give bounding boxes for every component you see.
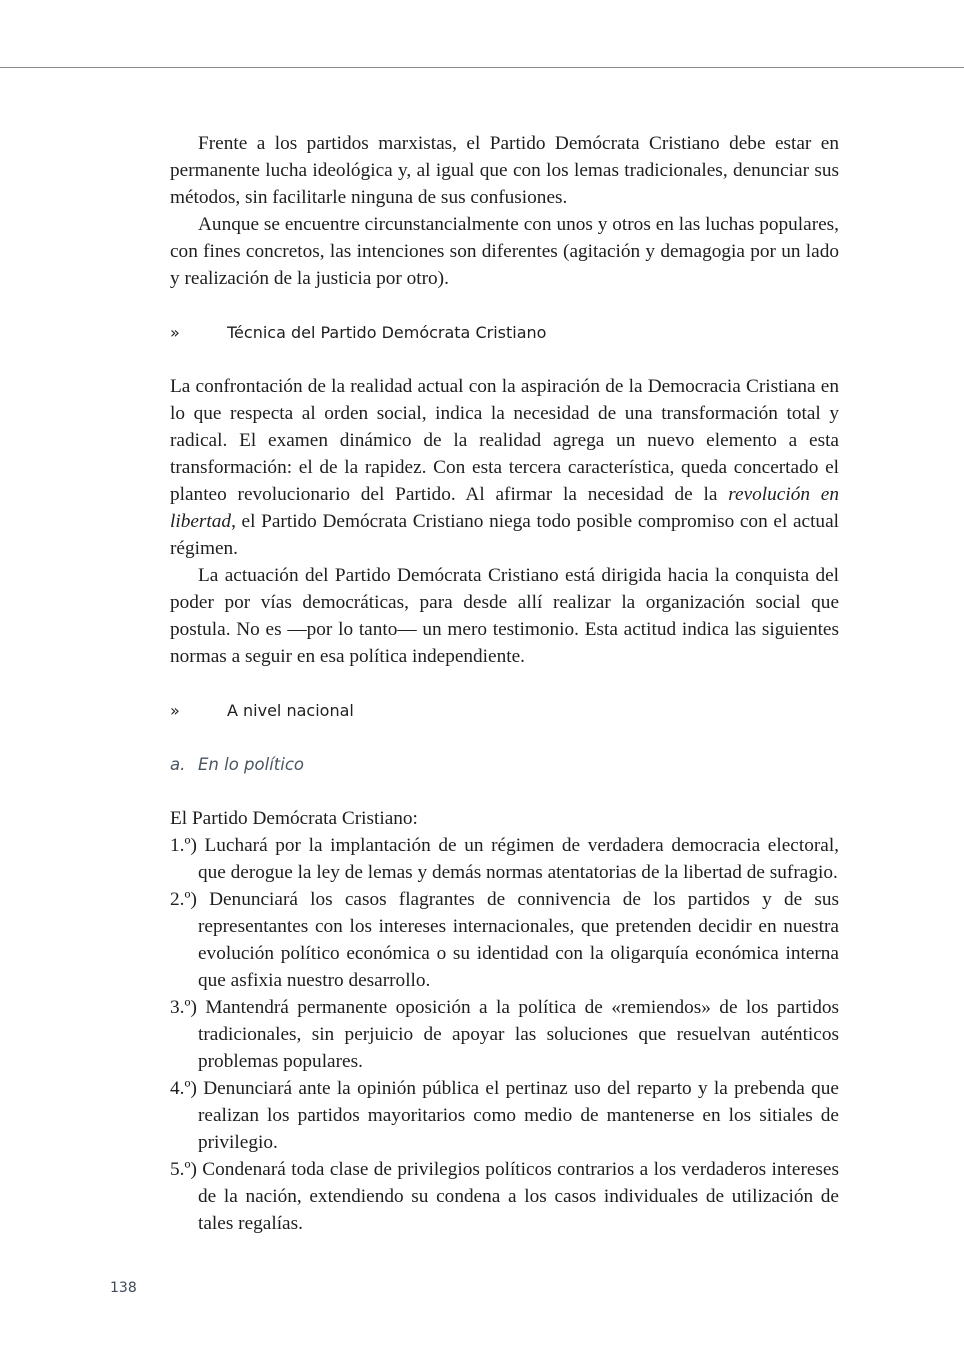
list-number: 1.º)	[170, 835, 197, 856]
list-text: Luchará por la implantación de un régimen de verdadera democracia electoral, que derogue la ley de lemas y demás normas atentatorias de la libertad de sufragio.	[198, 835, 839, 883]
list-number: 3.º)	[170, 997, 197, 1018]
list-number: 4.º)	[170, 1078, 197, 1099]
list-item	[170, 994, 839, 1075]
list-text: Condenará toda clase de privilegios políticos contrarios a los verdaderos intereses de la nación, extendiendo su condena a los casos individuales de utilización de tales regalías.	[198, 1159, 839, 1234]
body-paragraph	[170, 373, 839, 562]
subsection-label: a.	[170, 755, 186, 774]
list-text: Denunciará ante la opinión pública el pertinaz uso del reparto y la prebenda que realizan los partidos mayoritarios como medio de mantenerse en los sitiales de privilegio.	[198, 1078, 839, 1153]
heading-title: A nivel nacional	[227, 701, 354, 720]
list-number: 2.º)	[170, 889, 197, 910]
page-body	[170, 130, 839, 1237]
section-heading	[170, 319, 839, 346]
heading-marker: »	[170, 323, 180, 342]
body-paragraph: Frente a los partidos marxistas, el Partido Demócrata Cristiano debe estar en permanente lucha ideológica y, al igual que con los lemas tradicionales, denunciar sus métodos, sin facilitarle ninguna de sus confusiones.	[170, 133, 839, 208]
list-number: 5.º)	[170, 1159, 197, 1180]
heading-marker: »	[170, 701, 180, 720]
heading-title: Técnica del Partido Demócrata Cristiano	[227, 323, 547, 342]
list-item	[170, 1156, 839, 1237]
emphasis-text: revolución en libertad	[170, 484, 840, 532]
list-intro: El Partido Demócrata Cristiano:	[170, 808, 418, 829]
numbered-list	[170, 832, 839, 1237]
body-paragraph: La actuación del Partido Demócrata Cristiano está dirigida hacia la conquista del poder por vías democráticas, para desde allí realizar la organización social que postula. No es —por lo tanto— un mero testimonio. Esta actitud indica las siguientes normas a seguir en esa política independiente.	[170, 565, 839, 667]
body-paragraph: Aunque se encuentre circunstancialmente con unos y otros en las luchas populares, con fines concretos, las intenciones son diferentes (agitación y demagogia por un lado y realización de la justicia por otro).	[170, 214, 839, 289]
list-item	[170, 1075, 839, 1156]
list-item	[170, 832, 839, 886]
subsection-title: En lo político	[198, 755, 305, 774]
page-number: 138	[110, 1280, 137, 1296]
section-heading	[170, 697, 839, 724]
list-text: Mantendrá permanente oposición a la política de «remiendos» de los partidos tradicionales, sin perjuicio de apoyar las soluciones que resuelvan auténticos problemas populares.	[198, 997, 839, 1072]
paragraph-text: , el Partido Demócrata Cristiano niega todo posible compromiso con el actual régimen.	[170, 511, 839, 559]
paragraph-text: La confrontación de la realidad actual con la aspiración de la Democracia Cristiana en lo que respecta al orden social, indica la necesidad de una transformación total y radical. El examen dinámico de la realidad agrega un nuevo elemento a esta transformación: el de la rapidez. Con esta tercera característica, queda concertado el planteo revolucionario del Partido. Al afirmar la necesidad de la	[170, 376, 839, 505]
header-rule	[0, 67, 964, 68]
list-text: Denunciará los casos flagrantes de connivencia de los partidos y de sus representantes con los intereses internacionales, que pretenden decidir en nuestra evolución político económica o su identidad con la oligarquía económica interna que asfixia nuestro desarrollo.	[198, 889, 839, 991]
subsection-heading	[170, 751, 839, 778]
list-item	[170, 886, 839, 994]
